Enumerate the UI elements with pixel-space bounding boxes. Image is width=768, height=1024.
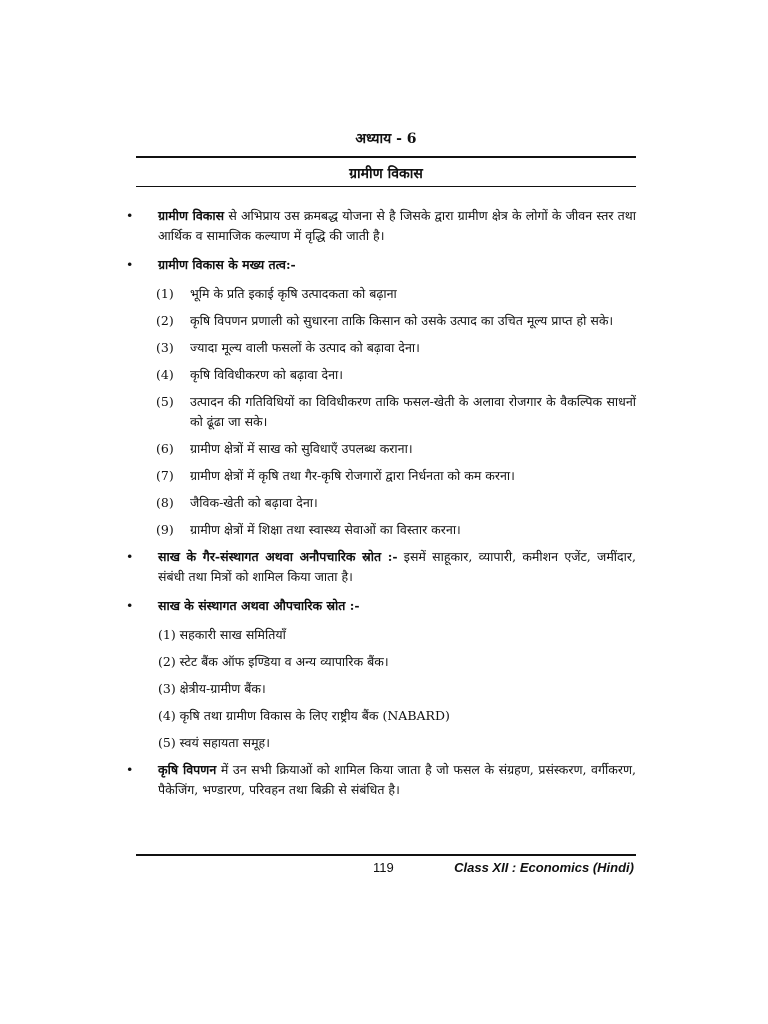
list-text: ग्रामीण क्षेत्रों में कृषि तथा गैर-कृषि रोजगारों द्वारा निर्धनता को कम करना।	[190, 468, 515, 483]
definition-paragraph	[126, 206, 636, 246]
list-text: भूमि के प्रति इकाई कृषि उत्पादकता को बढ़ाना	[190, 286, 397, 301]
list-item	[136, 311, 636, 331]
list-item: (1) सहकारी साख समितियाँ	[158, 627, 286, 642]
list-number: (8)	[156, 495, 174, 510]
list-number: (1)	[156, 286, 174, 301]
formal-credit-heading	[126, 596, 636, 616]
bullet-icon: •	[126, 208, 134, 223]
document-page	[126, 0, 636, 1024]
list-number: (5)	[156, 394, 174, 409]
bullet-icon: •	[126, 598, 134, 613]
list-item: (4) कृषि तथा ग्रामीण विकास के लिए राष्ट्रीय बैंक (NABARD)	[158, 708, 450, 723]
list-text: ग्रामीण क्षेत्रों में साख को सुविधाएँ उपलब्ध कराना।	[190, 441, 413, 456]
bullet-icon: •	[126, 257, 134, 272]
footer-title: Class XII : Economics (Hindi)	[454, 860, 634, 875]
footer-rule	[136, 854, 636, 856]
list-number: (3)	[156, 340, 174, 355]
list-item: (2) स्टेट बैंक ऑफ इण्डिया व अन्य व्यापारिक बैंक।	[158, 654, 389, 669]
bullet-icon: •	[126, 549, 134, 564]
bullet-icon: •	[126, 762, 134, 777]
title-rule-bottom	[136, 186, 636, 187]
list-text: ग्रामीण क्षेत्रों में शिक्षा तथा स्वास्थ्य सेवाओं का विस्तार करना।	[190, 522, 461, 537]
definition-text: से अभिप्राय उस क्रमबद्ध योजना से है जिसके द्वारा ग्रामीण क्षेत्र के लोगों के जीवन स्तर तथा आर्थिक व सामाजिक कल्याण में वृद्धि की जाती है।	[158, 208, 636, 243]
title-rule-top	[136, 156, 636, 158]
list-item	[136, 493, 636, 513]
list-text: ज्यादा मूल्य वाली फसलों के उत्पाद को बढ़ावा देना।	[190, 340, 420, 355]
list-number: (2)	[156, 313, 174, 328]
marketing-paragraph	[126, 760, 636, 800]
informal-credit-paragraph	[126, 547, 636, 587]
page-footer	[136, 860, 636, 880]
list-number: (4)	[156, 367, 174, 382]
list-item	[136, 520, 636, 540]
list-number: (7)	[156, 468, 174, 483]
list-item: (5) स्वयं सहायता समूह।	[158, 735, 270, 750]
list-item: (3) क्षेत्रीय-ग्रामीण बैंक।	[158, 681, 266, 696]
list-item	[136, 439, 636, 459]
paragraph-text: इसमें साहूकार, व्यापारी, कमीशन एजेंट, जमींदार, संबंधी तथा मित्रों को शामिल किया जाता है।	[158, 549, 636, 584]
list-text: कृषि विविधीकरण को बढ़ावा देना।	[190, 367, 343, 382]
list-number: (6)	[156, 441, 174, 456]
elements-heading	[126, 255, 636, 275]
content-body	[126, 206, 636, 809]
list-text: जैविक-खेती को बढ़ावा देना।	[190, 495, 318, 510]
chapter-heading: अध्याय - 6	[355, 131, 417, 147]
list-item	[136, 466, 636, 486]
list-text: कृषि विपणन प्रणाली को सुधारना ताकि किसान को उसके उत्पाद का उचित मूल्य प्राप्त हो सके।	[190, 313, 614, 328]
term-bold: साख के गैर-संस्थागत अथवा अनौपचारिक स्रोत :-	[158, 549, 398, 564]
paragraph-text: में उन सभी क्रियाओं को शामिल किया जाता है जो फसल के संग्रहण, प्रसंस्करण, वर्गीकरण, पैकेजिंग, भण्डारण, परिवहन तथा बिक्री से संबंधित है।	[158, 762, 636, 797]
list-number: (9)	[156, 522, 174, 537]
list-item	[136, 365, 636, 385]
page-title: ग्रामीण विकास	[349, 166, 423, 182]
list-text: उत्पादन की गतिविधियों का विविधीकरण ताकि फसल-खेती के अलावा रोजगार के वैकल्पिक साधनों को ढूंढा जा सके।	[190, 394, 636, 429]
list-item	[136, 392, 636, 432]
page-number: 119	[373, 860, 394, 875]
section-heading: ग्रामीण विकास के मख्य तत्व:-	[158, 257, 296, 272]
list-item	[136, 338, 636, 358]
list-item	[136, 284, 636, 304]
section-heading: साख के संस्थागत अथवा औपचारिक स्रोत :-	[158, 598, 360, 613]
term-bold: ग्रामीण विकास	[158, 208, 225, 223]
term-bold: कृषि विपणन	[158, 762, 217, 777]
